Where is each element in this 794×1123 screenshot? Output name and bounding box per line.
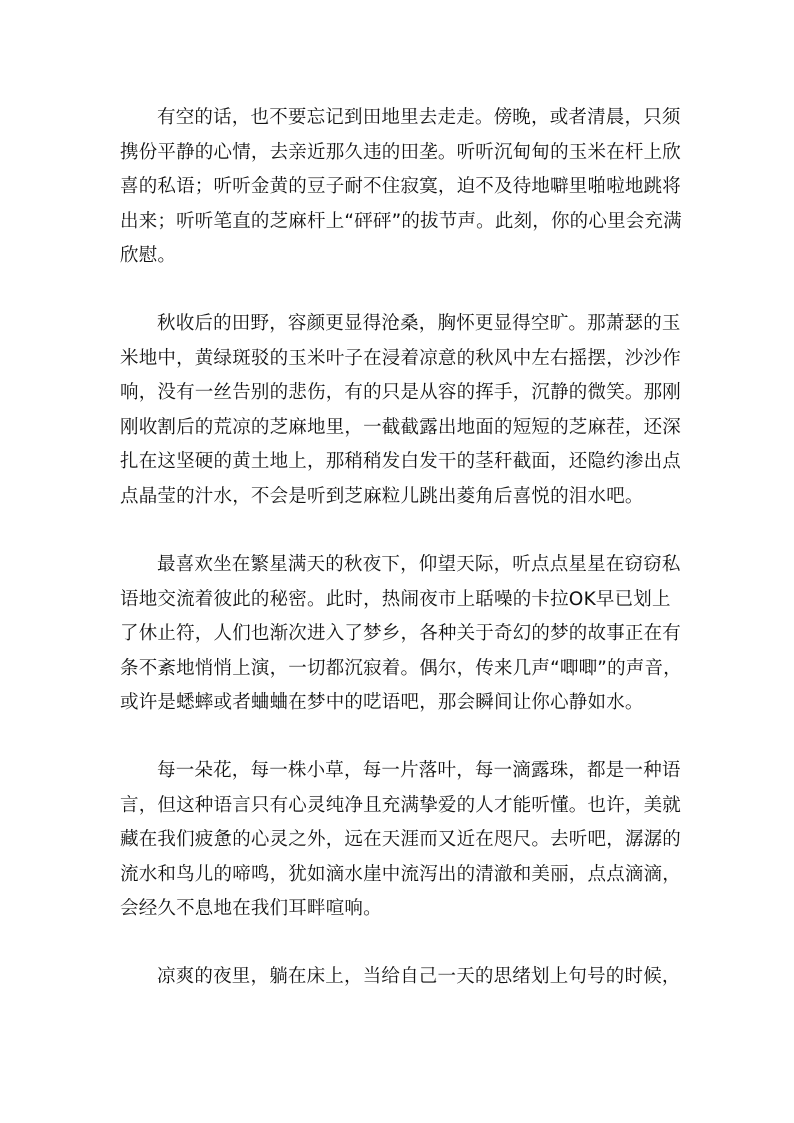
- paragraph-line: 喜的私语；听听金黄的豆子耐不住寂寞，迫不及待地噼里啪啦地跳将: [120, 176, 682, 198]
- paragraph-3: [120, 548, 686, 721]
- paragraph-line: 每一朵花，每一株小草，每一片落叶，每一滴露珠，都是一种语: [157, 760, 681, 781]
- paragraph-line: 点晶莹的汁水，不会是听到芝麻粒儿跳出菱角后喜悦的泪水吧。: [120, 485, 644, 507]
- paragraph-line: 扎在这坚硬的黄土地上，那稍稍发白发干的茎秆截面，还隐约渗出点: [120, 451, 682, 473]
- paragraph-line: 会经久不息地在我们耳畔喧响。: [120, 898, 382, 920]
- paragraph-line: 秋收后的田野，容颜更显得沧桑，胸怀更显得空旷。那萧瑟的玉: [157, 313, 681, 334]
- paragraph-line: 言，但这种语言只有心灵纯净且充满挚爱的人才能听懂。也许，美就: [120, 794, 682, 816]
- paragraph-line: 语地交流着彼此的秘密。此时，热闹夜市上聒噪的卡拉OK早已划上: [120, 588, 671, 610]
- paragraph-line: 最喜欢坐在繁星满天的秋夜下，仰望天际，听点点星星在窃窃私: [157, 554, 681, 575]
- paragraph-line: 了休止符，人们也渐次进入了梦乡，各种关于奇幻的梦的故事正在有: [120, 623, 682, 645]
- paragraph-line: 携份平静的心情，去亲近那久违的田垄。听听沉甸甸的玉米在杆上欣: [120, 141, 682, 163]
- paragraph-4: [120, 754, 686, 927]
- paragraph-line: 流水和鸟儿的啼鸣，犹如滴水崖中流泻出的清澈和美丽，点点滴滴，: [120, 863, 682, 885]
- paragraph-line: 或许是蟋蟀或者蛐蛐在梦中的呓语吧，那会瞬间让你心静如水。: [120, 692, 644, 714]
- paragraph-line: 刚收割后的荒凉的芝麻地里，一截截露出地面的短短的芝麻茬，还深: [120, 416, 682, 438]
- paragraph-line: 响，没有一丝告别的悲伤，有的只是从容的挥手，沉静的微笑。那刚: [120, 382, 682, 404]
- paragraph-line: 藏在我们疲惫的心灵之外，远在天涯而又近在咫尺。去听吧，潺潺的: [120, 829, 682, 851]
- paragraph-line: 凉爽的夜里，躺在床上，当给自己一天的思绪划上句号的时候，: [157, 966, 681, 987]
- paragraph-line: 米地中，黄绿斑驳的玉米叶子在浸着凉意的秋风中左右摇摆，沙沙作: [120, 347, 682, 369]
- paragraph-line: 欣慰。: [120, 245, 177, 267]
- paragraph-line: 有空的话，也不要忘记到田地里去走走。傍晚，或者清晨，只须: [157, 107, 681, 128]
- paragraph-5: [120, 960, 686, 995]
- paragraph-2: [120, 307, 686, 515]
- paragraph-line: 条不紊地悄悄上演，一切都沉寂着。偶尔，传来几声“唧唧”的声音，: [120, 657, 682, 679]
- paragraph-1: [120, 101, 686, 274]
- paragraph-line: 出来；听听笔直的芝麻杆上“砰砰”的拔节声。此刻，你的心里会充满: [120, 210, 682, 232]
